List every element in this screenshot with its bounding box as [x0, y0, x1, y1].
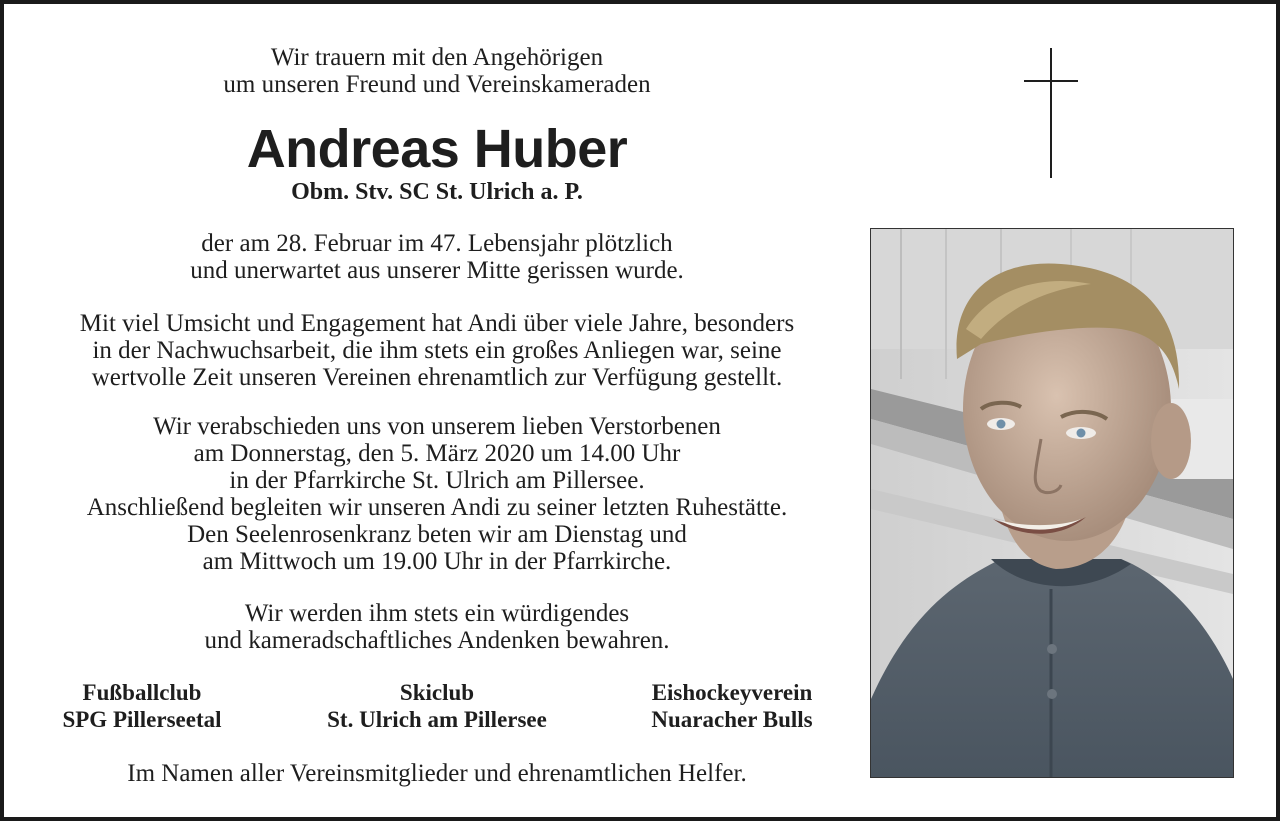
paragraph-line: Wir werden ihm stets ein würdigendes — [244, 600, 630, 627]
funeral-paragraph — [12, 413, 862, 575]
tribute-paragraph — [12, 310, 862, 391]
paragraph-line: Mit viel Umsicht und Engagement hat Andi über viele Jahre, besonders — [79, 310, 795, 337]
paragraph-line: am Donnerstag, den 5. März 2020 um 14.00 Uhr — [193, 440, 681, 467]
intro-line: um unseren Freund und Vereinskameraden — [223, 71, 651, 98]
deceased-name: Andreas Huber — [246, 119, 628, 179]
paragraph-line: Wir verabschieden uns von unserem lieben Verstorbenen — [153, 413, 721, 440]
deceased-role: Obm. Stv. SC St. Ulrich a. P. — [291, 179, 583, 205]
portrait-photo — [870, 228, 1234, 778]
paragraph-line: der am 28. Februar im 47. Lebensjahr plötzlich — [201, 230, 673, 257]
club-detail: SPG Pillerseetal — [62, 707, 222, 732]
paragraph-line: und kameradschaftliches Andenken bewahren. — [204, 627, 670, 654]
club-name: Eishockeyverein — [651, 680, 813, 705]
club-icehockey — [602, 679, 862, 733]
paragraph-line: wertvolle Zeit unseren Vereinen ehrenamtlich zur Verfügung gestellt. — [91, 364, 783, 391]
closing-line: Im Namen aller Vereinsmitglieder und ehrenamtlichen Helfer. — [127, 760, 747, 787]
club-ski — [302, 679, 572, 733]
paragraph-line: und unerwartet aus unserer Mitte gerissen wurde. — [190, 257, 684, 284]
club-detail: St. Ulrich am Pillersee — [327, 707, 547, 732]
club-football — [12, 679, 272, 733]
club-name: Fußballclub — [82, 680, 202, 705]
cross-icon — [1022, 48, 1080, 178]
intro-line: Wir trauern mit den Angehörigen — [270, 44, 604, 71]
remembrance-paragraph — [12, 600, 862, 654]
intro-text — [12, 44, 862, 98]
paragraph-line: in der Pfarrkirche St. Ulrich am Pillersee. — [229, 467, 645, 494]
paragraph-line: Den Seelenrosenkranz beten wir am Dienstag und — [187, 521, 687, 548]
paragraph-line: Anschließend begleiten wir unseren Andi zu seiner letzten Ruhestätte. — [86, 494, 788, 521]
club-name: Skiclub — [399, 680, 475, 705]
club-detail: Nuaracher Bulls — [651, 707, 813, 732]
paragraph-line: am Mittwoch um 19.00 Uhr in der Pfarrkirche. — [202, 548, 672, 575]
paragraph-line: in der Nachwuchsarbeit, die ihm stets ein großes Anliegen war, seine — [92, 337, 782, 364]
portrait-image — [871, 229, 1233, 777]
death-paragraph — [12, 230, 862, 284]
